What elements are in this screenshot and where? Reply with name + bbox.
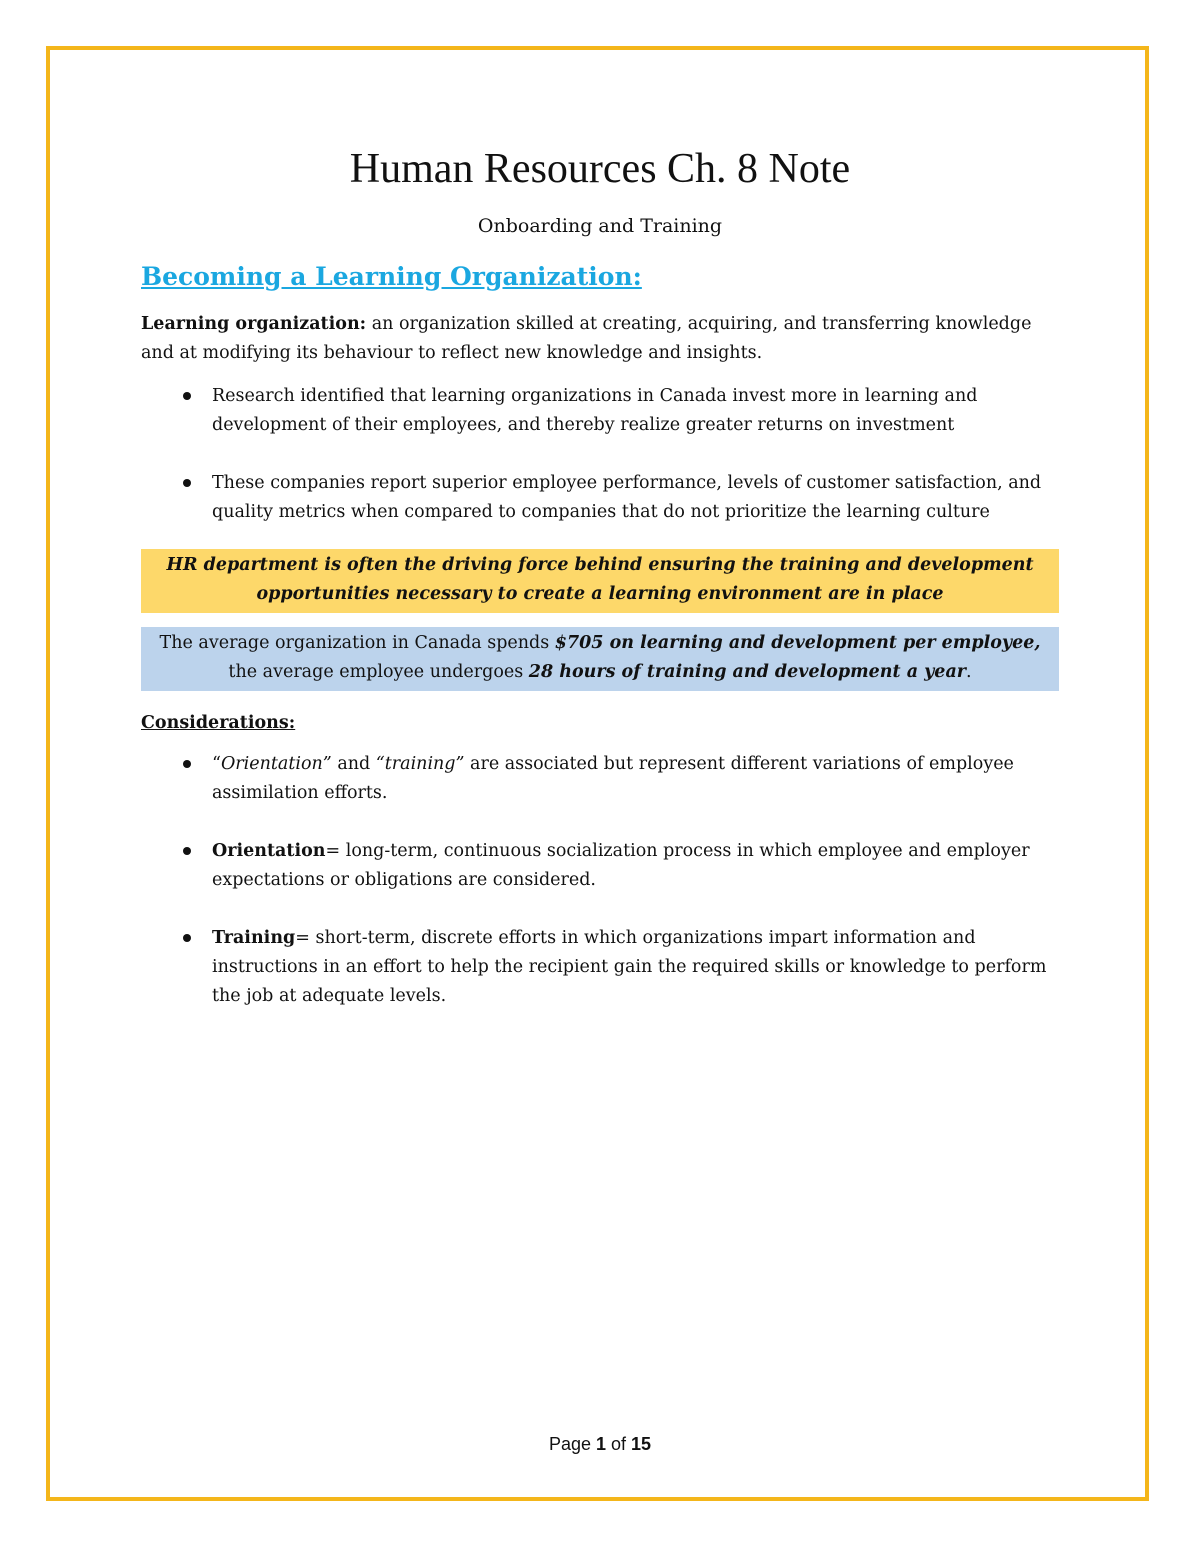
stats-text-2: the average employee undergoes (228, 662, 529, 682)
orientation-term: Orientation (212, 841, 326, 861)
list-item (141, 924, 1059, 1011)
bullet-icon (183, 934, 191, 942)
definition-paragraph (141, 310, 1059, 368)
stats-hours-highlight: 28 hours of training and development a year (528, 662, 966, 682)
bullet-text: Research identified that learning organizations in Canada invest more in learning and development of their employees, and thereby realize greater returns on investment (212, 386, 978, 435)
page-label: Page (548, 1434, 596, 1454)
of-label: of (606, 1434, 632, 1454)
definition-term: Learning organization: (141, 314, 367, 334)
page-content (141, 140, 1059, 1011)
learning-org-bullet-list (141, 382, 1059, 527)
total-pages-number: 15 (631, 1434, 652, 1454)
stats-text-1: The average organization in Canada spends (159, 633, 555, 653)
hr-callout-box (141, 549, 1059, 613)
definition-text: an organization skilled at creating, acquiring, and transferring knowledge and at modifying its behaviour to reflect new knowledge and insights. (141, 314, 1032, 363)
stats-spend-highlight: $705 on learning and development per employee, (554, 633, 1041, 653)
stats-callout-box (141, 627, 1059, 691)
document-title: Human Resources Ch. 8 Note (349, 146, 851, 192)
list-item (141, 750, 1059, 808)
bullet-icon (183, 479, 191, 487)
section-heading-learning-organization: Becoming a Learning Organization: (141, 262, 642, 291)
page-number-footer (0, 1431, 1200, 1457)
considerations-heading: Considerations: (141, 713, 296, 733)
bullet-icon (183, 847, 191, 855)
bullet-text: These companies report superior employee performance, levels of customer satisfaction, and quality metrics when compared to companies that do not prioritize the learning culture (212, 473, 1042, 522)
bullet-text: are associated but represent different variations of employee assimilation efforts. (212, 754, 1014, 803)
list-item (141, 837, 1059, 895)
open-quote: “ (212, 754, 221, 774)
list-item (141, 382, 1059, 440)
bullet-icon (183, 760, 191, 768)
connector-text: and (331, 754, 376, 774)
considerations-bullet-list (141, 750, 1059, 1011)
training-term-italic: “training” (375, 754, 465, 774)
list-item (141, 469, 1059, 527)
current-page-number: 1 (595, 1434, 606, 1454)
hr-callout-text: HR department is often the driving force behind ensuring the training and development opportunities necessary to create a learning environment are in place (166, 555, 1034, 604)
bullet-text: = long-term, continuous socialization process in which employee and employer expectations or obligations are considered. (212, 841, 1030, 890)
document-subtitle: Onboarding and Training (477, 215, 723, 237)
orientation-term-italic: Orientation” (220, 754, 332, 774)
bullet-text: = short-term, discrete efforts in which organizations impart information and instructions in an effort to help the recipient gain the required skills or knowledge to perform the job at adequate levels. (212, 928, 1047, 1006)
stats-text-3: . (966, 662, 972, 682)
bullet-icon (183, 392, 191, 400)
training-term: Training (212, 928, 296, 948)
